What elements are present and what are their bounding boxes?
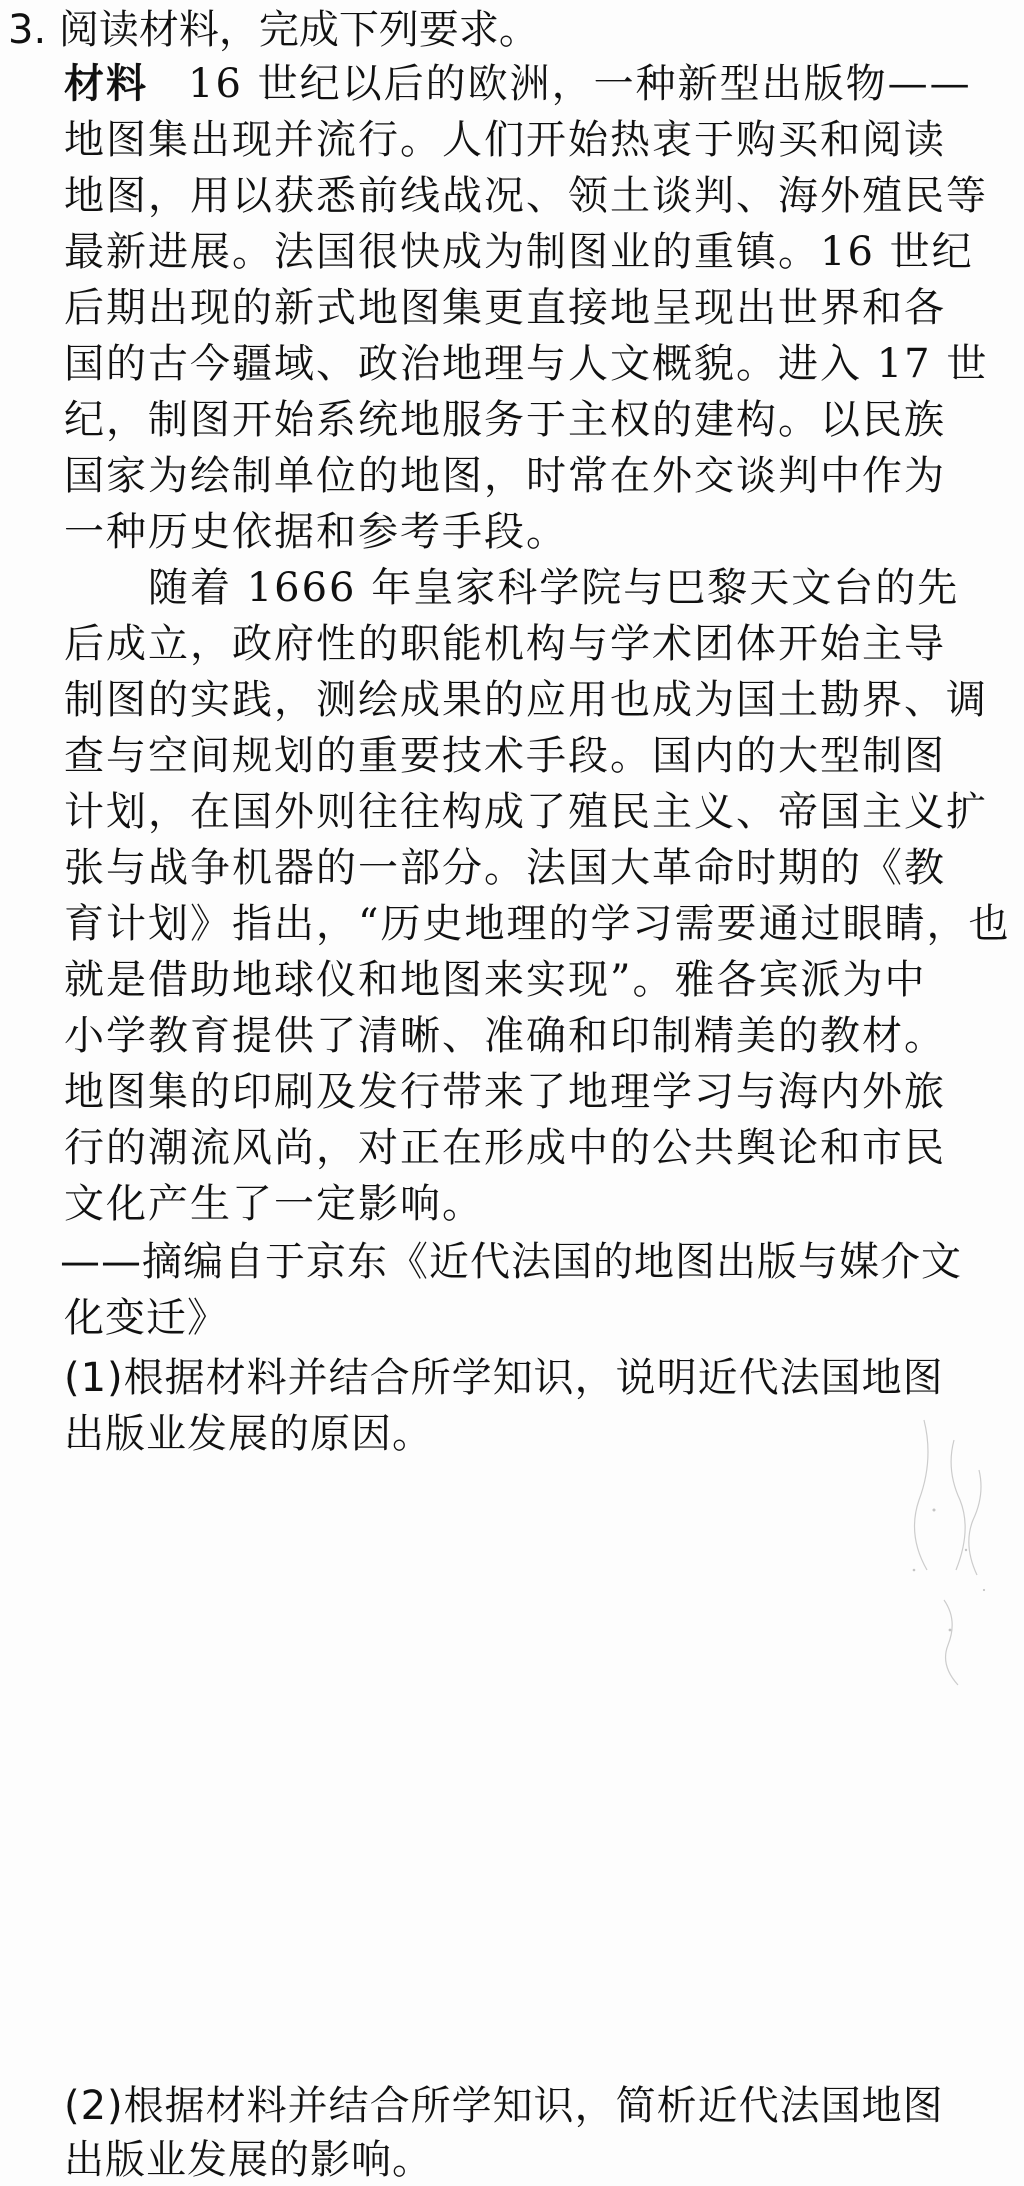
source-citation-2: 化变迁》 bbox=[64, 1295, 228, 1341]
subquestion-2-line-1: (2)根据材料并结合所学知识，简析近代法国地图 bbox=[64, 2083, 944, 2129]
scan-smudge bbox=[884, 1400, 1024, 1720]
material-line-19: 地图集的印刷及发行带来了地理学习与海内外旅 bbox=[64, 1069, 946, 1115]
subquestion-2-line-2: 出版业发展的影响。 bbox=[64, 2137, 433, 2183]
question-title: 3. 阅读材料，完成下列要求。 bbox=[8, 7, 539, 53]
material-line-4: 最新进展。法国很快成为制图业的重镇。16 世纪 bbox=[64, 229, 974, 275]
material-line-21: 文化产生了一定影响。 bbox=[64, 1181, 484, 1227]
material-text-1: 16 世纪以后的欧洲，一种新型出版物—— bbox=[188, 61, 972, 107]
material-line-1 bbox=[64, 58, 972, 110]
material-line-12: 制图的实践，测绘成果的应用也成为国土勘界、调 bbox=[64, 677, 988, 723]
material-line-16: 育计划》指出，“历史地理的学习需要通过眼睛，也 bbox=[64, 901, 1011, 947]
material-line-13: 查与空间规划的重要技术手段。国内的大型制图 bbox=[64, 733, 946, 779]
material-line-2: 地图集出现并流行。人们开始热衷于购买和阅读 bbox=[64, 117, 946, 163]
material-line-8: 国家为绘制单位的地图，时常在外交谈判中作为 bbox=[64, 453, 946, 499]
material-line-20: 行的潮流风尚，对正在形成中的公共舆论和市民 bbox=[64, 1125, 946, 1171]
material-line-15: 张与战争机器的一部分。法国大革命时期的《教 bbox=[64, 845, 946, 891]
answer-space-1[interactable] bbox=[64, 1470, 1004, 2070]
material-line-3: 地图，用以获悉前线战况、领土谈判、海外殖民等 bbox=[64, 173, 988, 219]
material-line-5: 后期出现的新式地图集更直接地呈现出世界和各 bbox=[64, 285, 946, 331]
source-citation-1: ——摘编自于京东《近代法国的地图出版与媒介文 bbox=[60, 1239, 962, 1285]
material-line-9: 一种历史依据和参考手段。 bbox=[64, 509, 568, 555]
material-line-17: 就是借助地球仪和地图来实现”。雅各宾派为中 bbox=[64, 957, 927, 1003]
material-line-11: 后成立，政府性的职能机构与学术团体开始主导 bbox=[64, 621, 946, 667]
material-line-14: 计划，在国外则往往构成了殖民主义、帝国主义扩 bbox=[64, 789, 988, 835]
material-label: 材料 bbox=[64, 60, 148, 107]
material-line-6: 国的古今疆域、政治地理与人文概貌。进入 17 世 bbox=[64, 341, 989, 387]
subquestion-1-line-2: 出版业发展的原因。 bbox=[64, 1411, 433, 1457]
material-line-18: 小学教育提供了清晰、准确和印制精美的教材。 bbox=[64, 1013, 946, 1059]
material-line-10: 随着 1666 年皇家科学院与巴黎天文台的先 bbox=[148, 565, 960, 611]
subquestion-1-line-1: (1)根据材料并结合所学知识，说明近代法国地图 bbox=[64, 1355, 944, 1401]
material-line-7: 纪，制图开始系统地服务于主权的建构。以民族 bbox=[64, 397, 946, 443]
